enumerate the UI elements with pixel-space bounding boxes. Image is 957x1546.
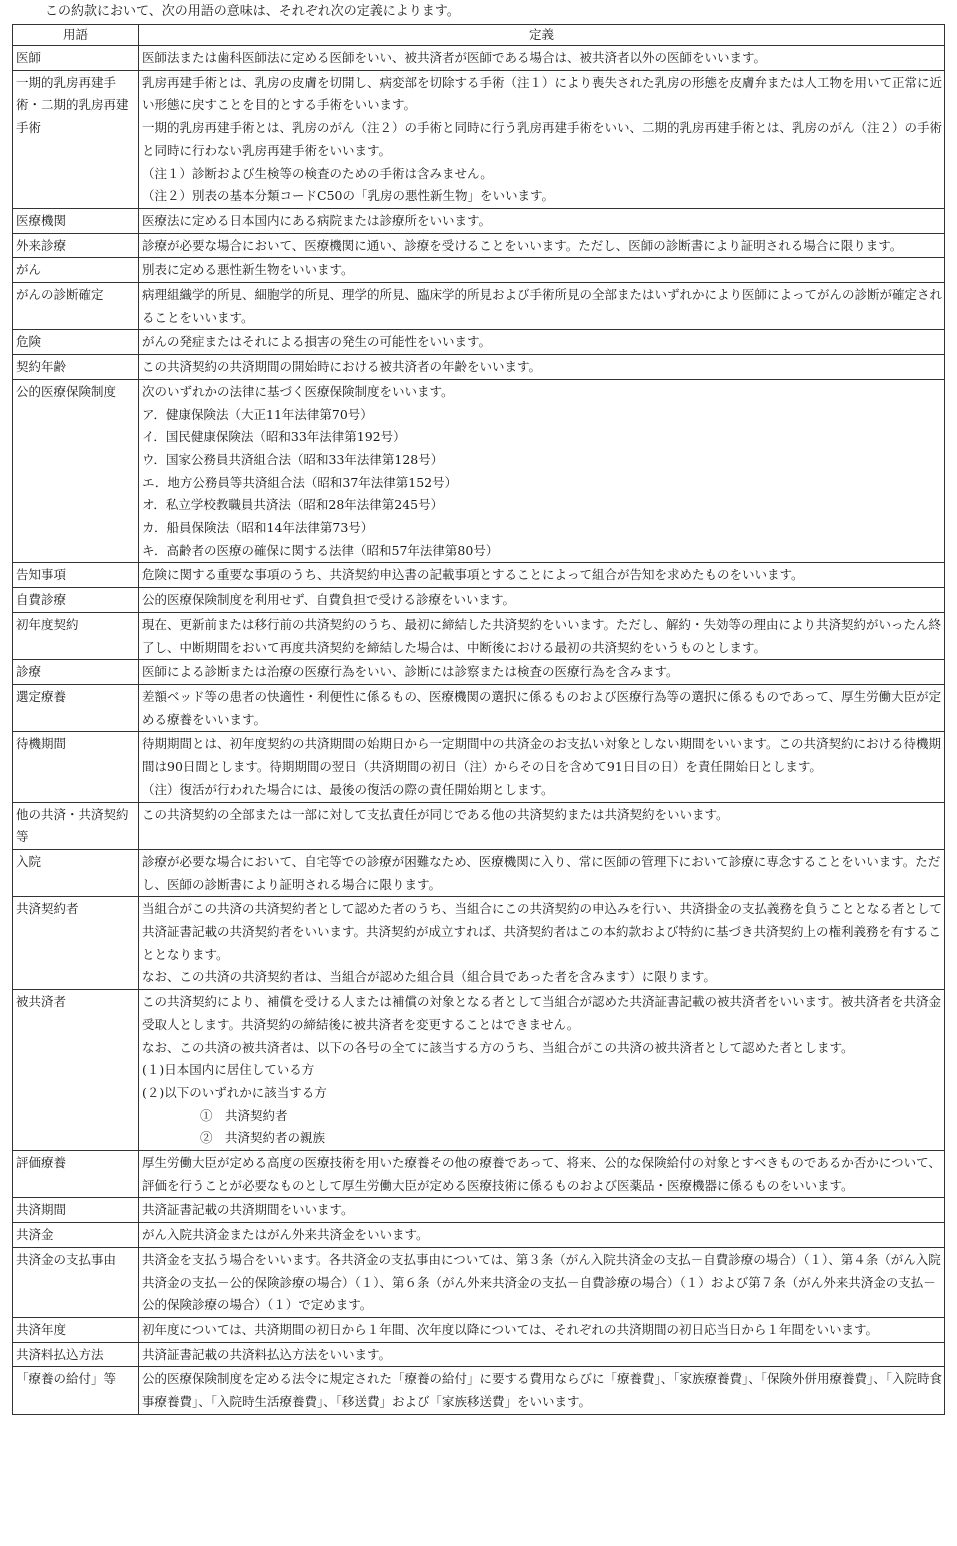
definition-cell	[139, 897, 945, 990]
definition-line: （注）復活が行われた場合には、最後の復活の際の責任開始期とします。	[142, 781, 554, 797]
term-cell: 危険	[13, 330, 139, 355]
definition-line: 公的医療保険制度を利用せず、自費負担で受ける診療をいいます。	[142, 592, 516, 608]
definition-cell	[139, 563, 945, 588]
table-row	[13, 1223, 945, 1248]
definition-line: 一期的乳房再建手術とは、乳房のがん（注２）の手術と同時に行う乳房再建手術をいい、二期的乳房再建手術とは、乳房のがん（注２）の手術と同時に行わない乳房再建手術をいいます。	[142, 120, 943, 158]
table-row	[13, 1342, 945, 1367]
definition-cell	[139, 330, 945, 355]
table-row	[13, 283, 945, 330]
definition-cell	[139, 660, 945, 685]
table-row	[13, 849, 945, 896]
table-row	[13, 258, 945, 283]
definition-cell	[139, 70, 945, 208]
definition-line: がんの発症またはそれによる損害の発生の可能性をいいます。	[142, 334, 492, 350]
table-row	[13, 802, 945, 849]
term-cell: 共済金	[13, 1223, 139, 1248]
definition-cell	[139, 1342, 945, 1367]
table-row	[13, 588, 945, 613]
definition-cell	[139, 1247, 945, 1317]
header-definition: 定義	[139, 25, 945, 46]
definition-line: 公的医療保険制度を定める法令に規定された「療養の給付」に要する費用ならびに「療養費」、「家族療養費」、「保険外併用療養費」、「入院時食事療養費」、「入院時生活療養費」、「移送費」および「家族移送費」をいいます。	[142, 1371, 943, 1410]
definition-line: 医師法または歯科医師法に定める医師をいい、被共済者が医師である場合は、被共済者以外の医師をいいます。	[142, 50, 767, 65]
term-cell: がんの診断確定	[13, 283, 139, 330]
table-row	[13, 233, 945, 258]
term-cell: 共済料払込方法	[13, 1342, 139, 1367]
header-term: 用語	[13, 25, 139, 46]
table-row	[13, 70, 945, 208]
definition-line: 待期期間とは、初年度契約の共済期間の始期日から一定期間中の共済金のお支払い対象としない期間をいいます。この共済契約における待機期間は90日間とします。待期期間の翌日（共済期間の初日（注）からその日を含めて91日目の日）を責任開始日とします。	[142, 736, 942, 775]
term-cell: がん	[13, 258, 139, 283]
definition-cell	[139, 1367, 945, 1414]
table-row	[13, 990, 945, 1151]
definition-cell	[139, 355, 945, 380]
table-row	[13, 379, 945, 563]
definition-line: 厚生労働大臣が定める高度の医療技術を用いた療養その他の療養であって、将来、公的な保険給付の対象とすべきものであるか否かについて、評価を行うことが必要なものとして厚生労働大臣が定める医療技術に係るものおよび医薬品・医療機器に係るものをいいます。	[142, 1155, 941, 1193]
term-cell: 入院	[13, 849, 139, 896]
definition-line: 当組合がこの共済の共済契約者として認めた者のうち、当組合にこの共済契約の申込みを行い、共済掛金の支払義務を負うこととなる者として共済証書記載の共済契約者をいいます。共済契約が成立すれば、共済契約者はこの本約款および特約に基づき共済契約上の権利義務を有することとなります。	[142, 901, 943, 962]
table-header-row	[13, 25, 945, 46]
table-row	[13, 660, 945, 685]
term-cell: 一期的乳房再建手術・二期的乳房再建手術	[13, 70, 139, 208]
term-cell: 医療機関	[13, 208, 139, 233]
definition-line: 診療が必要な場合において、医療機関に通い、診療を受けることをいいます。ただし、医師の診断書により証明される場合に限ります。	[142, 237, 903, 253]
definition-line: この共済契約の全部または一部に対して支払責任が同じである他の共済契約または共済契約をいいます。	[142, 806, 729, 822]
term-cell: 被共済者	[13, 990, 139, 1151]
definition-line: (２)以下のいずれかに該当する方	[142, 1084, 327, 1100]
intro-text: この約款において、次の用語の意味は、それぞれ次の定義によります。	[45, 4, 460, 19]
definition-line: カ．船員保険法（昭和14年法律第73号）	[142, 520, 374, 536]
definition-line: 次のいずれかの法律に基づく医療保険制度をいいます。	[142, 383, 454, 399]
definition-cell	[139, 379, 945, 563]
term-cell: 他の共済・共済契約等	[13, 802, 139, 849]
term-cell: 初年度契約	[13, 612, 139, 659]
definition-line: なお、この共済の共済契約者は、当組合が認めた組合員（組合員であった者を含みます）に限ります。	[142, 969, 716, 985]
table-row	[13, 46, 945, 71]
term-cell: 共済契約者	[13, 897, 139, 990]
definition-cell	[139, 283, 945, 330]
term-cell: 診療	[13, 660, 139, 685]
definition-line: 医療法に定める日本国内にある病院または診療所をいいます。	[142, 212, 492, 228]
definition-line: 現在、更新前または移行前の共済契約のうち、最初に締結した共済契約をいいます。ただし、解約・失効等の理由により共済契約がいったん終了し、中断期間をおいて再度共済契約を締結した場合は、中断後における最初の共済契約をいうものとします。	[142, 616, 942, 655]
term-cell: 共済年度	[13, 1317, 139, 1342]
definition-line: 危険に関する重要な事項のうち、共済契約申込書の記載事項とすることによって組合が告知を求めたものをいいます。	[142, 567, 804, 583]
definition-cell	[139, 233, 945, 258]
definition-cell	[139, 612, 945, 659]
definition-line: 診療が必要な場合において、自宅等での診療が困難なため、医療機関に入り、常に医師の管理下において診療に専念することをいいます。ただし、医師の診断書により証明される場合に限ります。	[142, 853, 941, 892]
definition-line: オ．私立学校教職員共済法（昭和28年法律第245号）	[142, 497, 444, 513]
definition-line: キ．高齢者の医療の確保に関する法律（昭和57年法律第80号）	[142, 542, 499, 558]
table-row	[13, 208, 945, 233]
term-cell: 医師	[13, 46, 139, 71]
definition-cell	[139, 258, 945, 283]
term-cell: 公的医療保険制度	[13, 379, 139, 563]
table-row	[13, 355, 945, 380]
definitions-body	[13, 46, 945, 1415]
term-cell: 選定療養	[13, 684, 139, 731]
definition-line: なお、この共済の被共済者は、以下の各号の全てに該当する方のうち、当組合がこの共済の被共済者として認めた者とします。	[142, 1039, 854, 1055]
definition-line: （注１）診断および生検等の検査のための手術は含みません。	[142, 165, 493, 181]
term-cell: 外来診療	[13, 233, 139, 258]
definition-line: 別表に定める悪性新生物をいいます。	[142, 262, 354, 278]
term-cell: 待機期間	[13, 732, 139, 802]
table-row	[13, 1198, 945, 1223]
definition-cell	[139, 849, 945, 896]
definition-line: 共済証書記載の共済料払込方法をいいます。	[142, 1346, 392, 1362]
definition-cell	[139, 990, 945, 1151]
term-cell: 告知事項	[13, 563, 139, 588]
definition-cell	[139, 802, 945, 849]
table-row	[13, 1317, 945, 1342]
definition-cell	[139, 684, 945, 731]
definition-line: 医師による診断または治療の医療行為をいい、診断には診察または検査の医療行為を含みます。	[142, 664, 679, 680]
definition-line: 共済金を支払う場合をいいます。各共済金の支払事由については、第３条（がん入院共済金の支払－自費診療の場合）（１）、第４条（がん入院共済金の支払－公的保険診療の場合）（１）、第６条（がん外来共済金の支払－自費診療の場合）（１）および第７条（がん外来共済金の支払－公的保険診療の場合）（１）で定めます。	[142, 1251, 941, 1313]
definition-cell	[139, 208, 945, 233]
definition-line: ア．健康保険法（大正11年法律第70号）	[142, 406, 373, 422]
definitions-table	[12, 24, 945, 1415]
term-cell: 共済期間	[13, 1198, 139, 1223]
table-row	[13, 897, 945, 990]
definition-line: イ．国民健康保険法（昭和33年法律第192号）	[142, 429, 406, 445]
definition-cell	[139, 1198, 945, 1223]
definition-line: この共済契約により、補償を受ける人または補償の対象となる者として当組合が認めた共済証書記載の被共済者をいいます。被共済者を共済金受取人とします。共済契約の締結後に被共済者を変更することはできません。	[142, 994, 942, 1032]
definition-subitem: ② 共済契約者の親族	[200, 1130, 326, 1146]
definition-line: （注２）別表の基本分類コードC50の「乳房の悪性新生物」をいいます。	[142, 188, 554, 204]
table-row	[13, 1151, 945, 1198]
definition-line: 共済証書記載の共済期間をいいます。	[142, 1202, 354, 1218]
table-row	[13, 330, 945, 355]
definition-cell	[139, 1223, 945, 1248]
table-row	[13, 732, 945, 802]
definition-cell	[139, 46, 945, 71]
definition-cell	[139, 1151, 945, 1198]
table-row	[13, 1367, 945, 1414]
definition-cell	[139, 588, 945, 613]
definition-line: 病理組織学的所見、細胞学的所見、理学的所見、臨床学的所見および手術所見の全部またはいずれかにより医師によってがんの診断が確定されることをいいます。	[142, 287, 943, 325]
definition-line: 初年度については、共済期間の初日から１年間、次年度以降については、それぞれの共済期間の初日応当日から１年間をいいます。	[142, 1321, 879, 1337]
term-cell: 共済金の支払事由	[13, 1247, 139, 1317]
term-cell: 評価療養	[13, 1151, 139, 1198]
definition-line: ウ．国家公務員共済組合法（昭和33年法律第128号）	[142, 451, 444, 467]
definition-line: エ．地方公務員等共済組合法（昭和37年法律第152号）	[142, 474, 458, 490]
definition-line: この共済契約の共済期間の開始時における被共済者の年齢をいいます。	[142, 359, 542, 375]
table-row	[13, 563, 945, 588]
definition-line: (１)日本国内に居住している方	[142, 1062, 315, 1078]
definition-line: 乳房再建手術とは、乳房の皮膚を切開し、病変部を切除する手術（注１）により喪失された乳房の形態を皮膚弁または人工物を用いて正常に近い形態に戻すことを目的とする手術をいいます。	[142, 74, 943, 113]
definition-line: がん入院共済金またはがん外来共済金をいいます。	[142, 1227, 429, 1243]
table-row	[13, 1247, 945, 1317]
table-row	[13, 684, 945, 731]
definition-cell	[139, 732, 945, 802]
table-row	[13, 612, 945, 659]
definition-cell	[139, 1317, 945, 1342]
term-cell: 「療養の給付」等	[13, 1367, 139, 1414]
term-cell: 自費診療	[13, 588, 139, 613]
definition-subitem: ① 共済契約者	[200, 1107, 288, 1123]
definition-line: 差額ベッド等の患者の快適性・利便性に係るもの、医療機関の選択に係るものおよび医療行為等の選択に係るものであって、厚生労働大臣が定める療養をいいます。	[142, 688, 942, 727]
term-cell: 契約年齢	[13, 355, 139, 380]
